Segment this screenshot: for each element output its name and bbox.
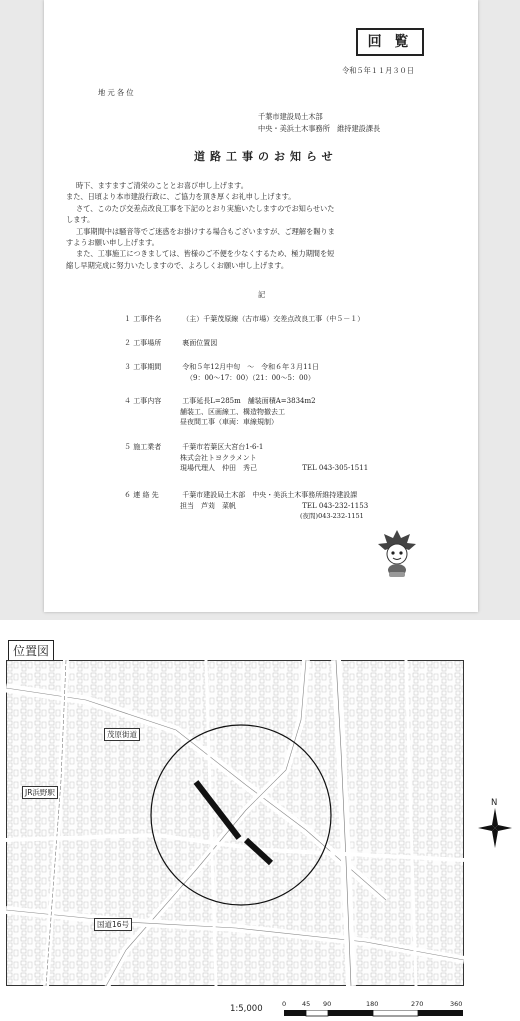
item-value: （主）千葉茂原線（古市場）交差点改良工事（中５－１） xyxy=(182,315,365,323)
addressee: 地 元 各 位 xyxy=(98,88,134,97)
item-value: 令和５年12月中旬 ～ 令和６年３月11日 xyxy=(182,363,320,371)
scale-tick: 180 xyxy=(366,1000,379,1008)
item-5 xyxy=(124,442,368,474)
scale-tick: 360 xyxy=(450,1000,463,1008)
item-value: 工事延長L=285m 舗装面積A=3834m2 xyxy=(182,397,316,405)
compass-icon xyxy=(478,808,512,848)
item-value: 千葉市建設局土木部 中央・美浜土木事務所維持建設課 xyxy=(182,491,358,499)
north-arrow xyxy=(478,798,512,848)
body-line: します。 xyxy=(66,215,95,225)
scale-tick: 0 xyxy=(282,1000,287,1008)
item-value: 昼夜間工事（車両：車線規制） xyxy=(180,418,278,426)
item-4 xyxy=(124,396,316,428)
ki-heading: 記 xyxy=(258,290,266,299)
item-2 xyxy=(124,338,217,349)
road-label-mobara: 茂原街道 xyxy=(104,728,140,741)
item-row xyxy=(124,463,368,474)
body-line: また、日頃より本市建設行政に、ご協力を頂き厚くお礼申し上げます。 xyxy=(66,192,296,202)
item-value: （9：00～17：00）（21：00～5：00） xyxy=(186,373,315,382)
north-label: N xyxy=(491,798,498,808)
item-3 xyxy=(124,362,319,383)
item-label: ５ 施工業者 xyxy=(124,443,162,451)
item-row xyxy=(124,501,368,512)
body-line: 時下、ますますご清栄のこととお喜び申し上げます。 xyxy=(76,181,248,190)
item-label: ３ 工事期間 xyxy=(124,363,162,371)
road-label-route16: 国道16号 xyxy=(94,918,132,931)
notice-body xyxy=(66,180,335,271)
item-value: 裏面位置図 xyxy=(182,339,218,347)
item-value: 株式会社トヨクラメント xyxy=(180,453,257,462)
body-line: すようお願い申し上げます。 xyxy=(66,238,159,248)
notice-page xyxy=(44,0,478,612)
body-line: さて、このたび交差点改良工事を下記のとおり実施いたしますのでお知らせいた xyxy=(76,203,335,213)
scale-bar xyxy=(284,1000,464,1018)
contact-tel-night: (夜間)043-232-1151 xyxy=(300,512,364,520)
item-6 xyxy=(124,490,368,522)
circulation-stamp: 回 覧 xyxy=(356,28,424,56)
item-label: ６ 連 絡 先 xyxy=(124,491,159,499)
scale-ratio: 1:5,000 xyxy=(230,1004,263,1014)
scale-tick: 45 xyxy=(302,1000,311,1008)
notice-date: 令和５年１１月３０日 xyxy=(342,66,414,75)
station-label: JR浜野駅 xyxy=(22,786,58,799)
body-line: また、工事施工につきましては、皆様のご不便を少なくするため、極力期間を短 xyxy=(76,249,335,259)
notice-title: 道路工事のお知らせ xyxy=(194,150,338,163)
scale-tick: 90 xyxy=(323,1000,332,1008)
sender-dept: 千葉市建設局土木部 xyxy=(258,112,323,121)
item-value: 千葉市若葉区大宮台1-6-1 xyxy=(182,443,264,451)
item-value: 舗装工、区画線工、構造物撤去工 xyxy=(180,407,285,416)
item-label: １ 工事件名 xyxy=(124,315,162,323)
item-label: ４ 工事内容 xyxy=(124,397,162,405)
mascot-icon xyxy=(374,528,420,578)
location-map xyxy=(6,660,464,986)
sender-title: 中央・美浜土木事務所 維持建設課長 xyxy=(258,124,381,133)
scale-bar-graphic xyxy=(284,1010,464,1018)
item-label: ２ 工事場所 xyxy=(124,339,162,347)
item-1 xyxy=(124,314,364,325)
body-line: 縮し早期完成に努力いたしますので、よろしくお願い申し上げます。 xyxy=(66,260,289,270)
item-value: 担当 芦苅 菜帆 xyxy=(180,501,236,510)
map-title: 位置図 xyxy=(8,640,54,661)
contractor-tel: TEL 043-305-1511 xyxy=(302,464,369,472)
scale-tick: 270 xyxy=(411,1000,424,1008)
item-value: 現場代理人 仲田 秀己 xyxy=(180,464,257,472)
body-line: 工事期間中は騒音等でご迷惑をお掛けする場合もございますが、ご理解を賜りま xyxy=(76,226,335,236)
contact-tel: TEL 043-232-1153 xyxy=(302,501,369,510)
